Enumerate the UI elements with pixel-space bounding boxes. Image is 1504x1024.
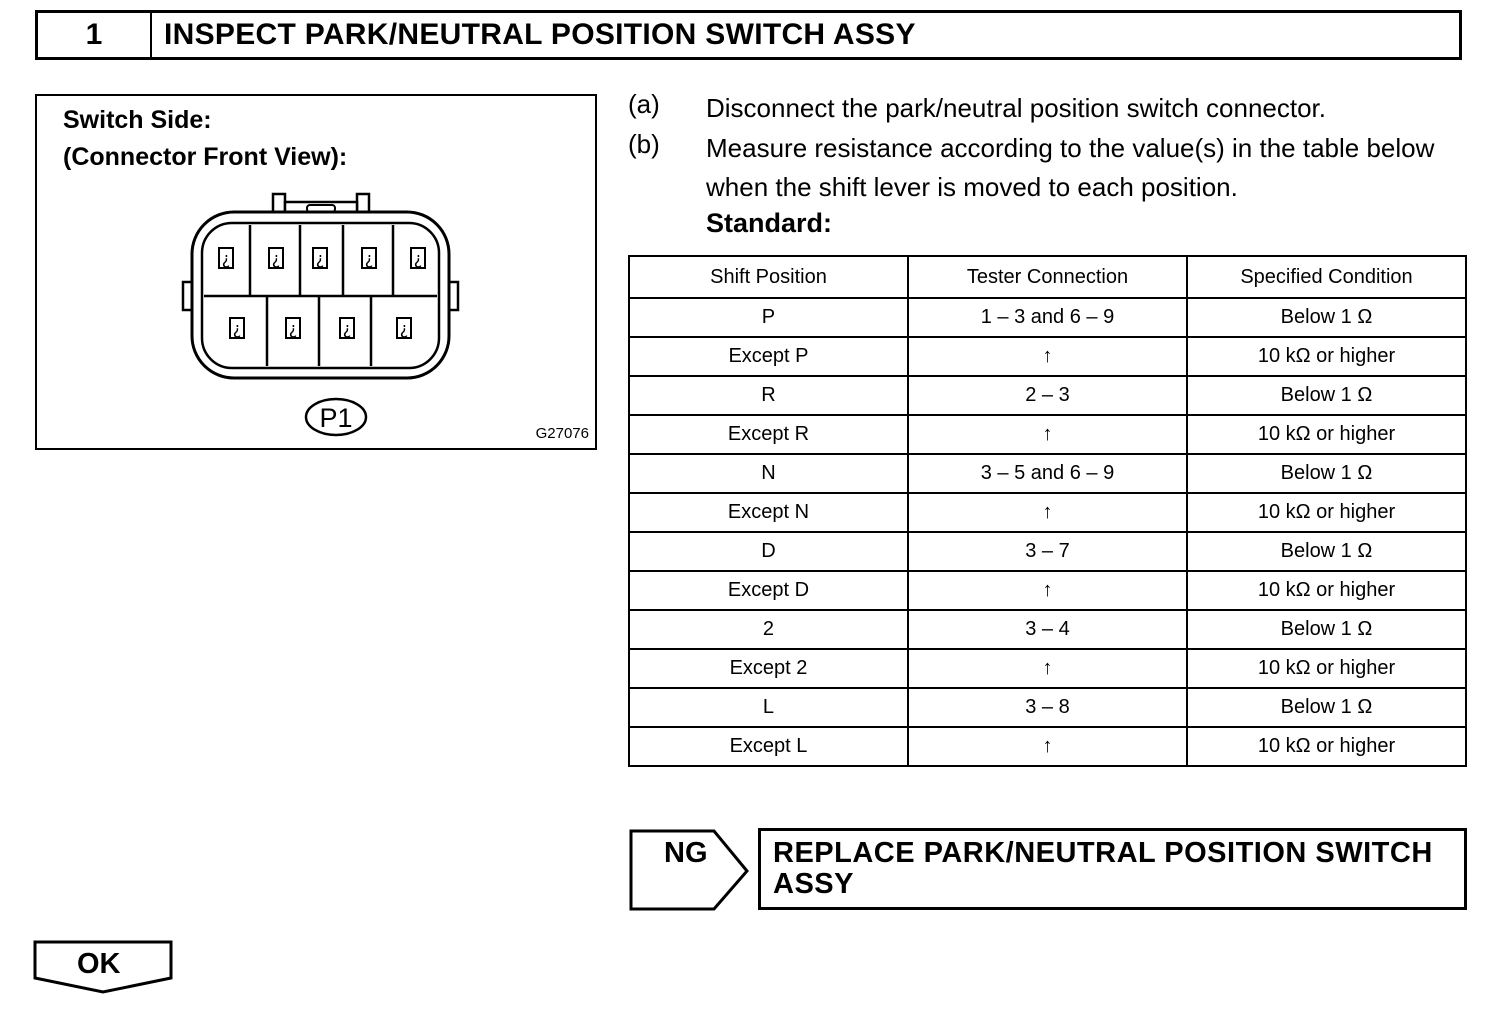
header-specified-condition: Specified Condition	[1187, 256, 1466, 298]
cell-specified-condition: 10 kΩ or higher	[1187, 337, 1466, 376]
table-row	[629, 610, 1466, 649]
table-row	[629, 376, 1466, 415]
step-title: INSPECT PARK/NEUTRAL POSITION SWITCH ASSY	[164, 18, 916, 51]
cell-tester-connection: ↑	[908, 415, 1187, 454]
terminal-glyph: ¿	[221, 249, 231, 268]
cell-specified-condition: Below 1 Ω	[1187, 532, 1466, 571]
cell-tester-connection: 2 – 3	[908, 376, 1187, 415]
cell-specified-condition: 10 kΩ or higher	[1187, 571, 1466, 610]
connector-diagram-panel	[35, 94, 597, 450]
table-row	[629, 415, 1466, 454]
header-tester-connection: Tester Connection	[908, 256, 1187, 298]
table-row	[629, 298, 1466, 337]
table-row	[629, 688, 1466, 727]
cell-tester-connection: 3 – 4	[908, 610, 1187, 649]
cell-shift-position: Except D	[629, 571, 908, 610]
instruction-b-text: Measure resistance according to the value(s) in the table below when the shift lever is moved to each position.	[706, 133, 1435, 202]
instruction-b-letter: (b)	[628, 129, 660, 159]
specification-table	[628, 255, 1467, 767]
table-row	[629, 532, 1466, 571]
ng-label: NG	[664, 837, 708, 869]
standard-label: Standard:	[706, 208, 833, 238]
cell-specified-condition: Below 1 Ω	[1187, 610, 1466, 649]
cell-shift-position: Except L	[629, 727, 908, 766]
diagram-label-switch-side: Switch Side:	[63, 106, 212, 134]
cell-shift-position: R	[629, 376, 908, 415]
cell-shift-position: Except N	[629, 493, 908, 532]
figure-code: G27076	[535, 425, 589, 442]
table-row	[629, 454, 1466, 493]
terminal-glyph: ¿	[399, 319, 409, 338]
cell-shift-position: 2	[629, 610, 908, 649]
cell-specified-condition: 10 kΩ or higher	[1187, 727, 1466, 766]
terminal-glyph: ¿	[288, 319, 298, 338]
cell-tester-connection: ↑	[908, 337, 1187, 376]
header-shift-position: Shift Position	[629, 256, 908, 298]
terminal-glyph: ¿	[232, 319, 242, 338]
ok-label: OK	[77, 948, 121, 980]
cell-tester-connection: ↑	[908, 727, 1187, 766]
table-row	[629, 493, 1466, 532]
cell-shift-position: Except 2	[629, 649, 908, 688]
cell-specified-condition: Below 1 Ω	[1187, 454, 1466, 493]
terminal-glyph: ¿	[271, 249, 281, 268]
cell-tester-connection: 3 – 5 and 6 – 9	[908, 454, 1187, 493]
ng-action-text: REPLACE PARK/NEUTRAL POSITION SWITCH ASSY	[773, 837, 1433, 900]
table-row	[629, 649, 1466, 688]
cell-shift-position: Except P	[629, 337, 908, 376]
cell-shift-position: L	[629, 688, 908, 727]
cell-tester-connection: 3 – 8	[908, 688, 1187, 727]
cell-shift-position: P	[629, 298, 908, 337]
terminal-glyph: ¿	[364, 249, 374, 268]
instruction-a-letter: (a)	[628, 89, 660, 119]
cell-tester-connection: ↑	[908, 493, 1187, 532]
terminal-glyph: ¿	[315, 249, 325, 268]
cell-shift-position: D	[629, 532, 908, 571]
terminal-glyph: ¿	[342, 319, 352, 338]
terminal-glyph: ¿	[413, 249, 423, 268]
table-row	[629, 337, 1466, 376]
cell-specified-condition: 10 kΩ or higher	[1187, 415, 1466, 454]
cell-specified-condition: Below 1 Ω	[1187, 688, 1466, 727]
cell-tester-connection: ↑	[908, 571, 1187, 610]
table-row	[629, 571, 1466, 610]
cell-specified-condition: 10 kΩ or higher	[1187, 649, 1466, 688]
cell-shift-position: Except R	[629, 415, 908, 454]
cell-shift-position: N	[629, 454, 908, 493]
diagram-label-front-view: (Connector Front View):	[63, 143, 348, 171]
cell-specified-condition: Below 1 Ω	[1187, 298, 1466, 337]
cell-tester-connection: 1 – 3 and 6 – 9	[908, 298, 1187, 337]
connector-front-view-drawing	[37, 96, 595, 448]
cell-specified-condition: Below 1 Ω	[1187, 376, 1466, 415]
cell-tester-connection: 3 – 7	[908, 532, 1187, 571]
cell-specified-condition: 10 kΩ or higher	[1187, 493, 1466, 532]
step-number: 1	[38, 13, 152, 57]
table-row	[629, 727, 1466, 766]
instruction-a-text: Disconnect the park/neutral position switch connector.	[706, 93, 1327, 123]
connector-id-label: P1	[319, 403, 353, 433]
table-header-row	[629, 256, 1466, 298]
cell-tester-connection: ↑	[908, 649, 1187, 688]
step-header	[35, 10, 1462, 60]
